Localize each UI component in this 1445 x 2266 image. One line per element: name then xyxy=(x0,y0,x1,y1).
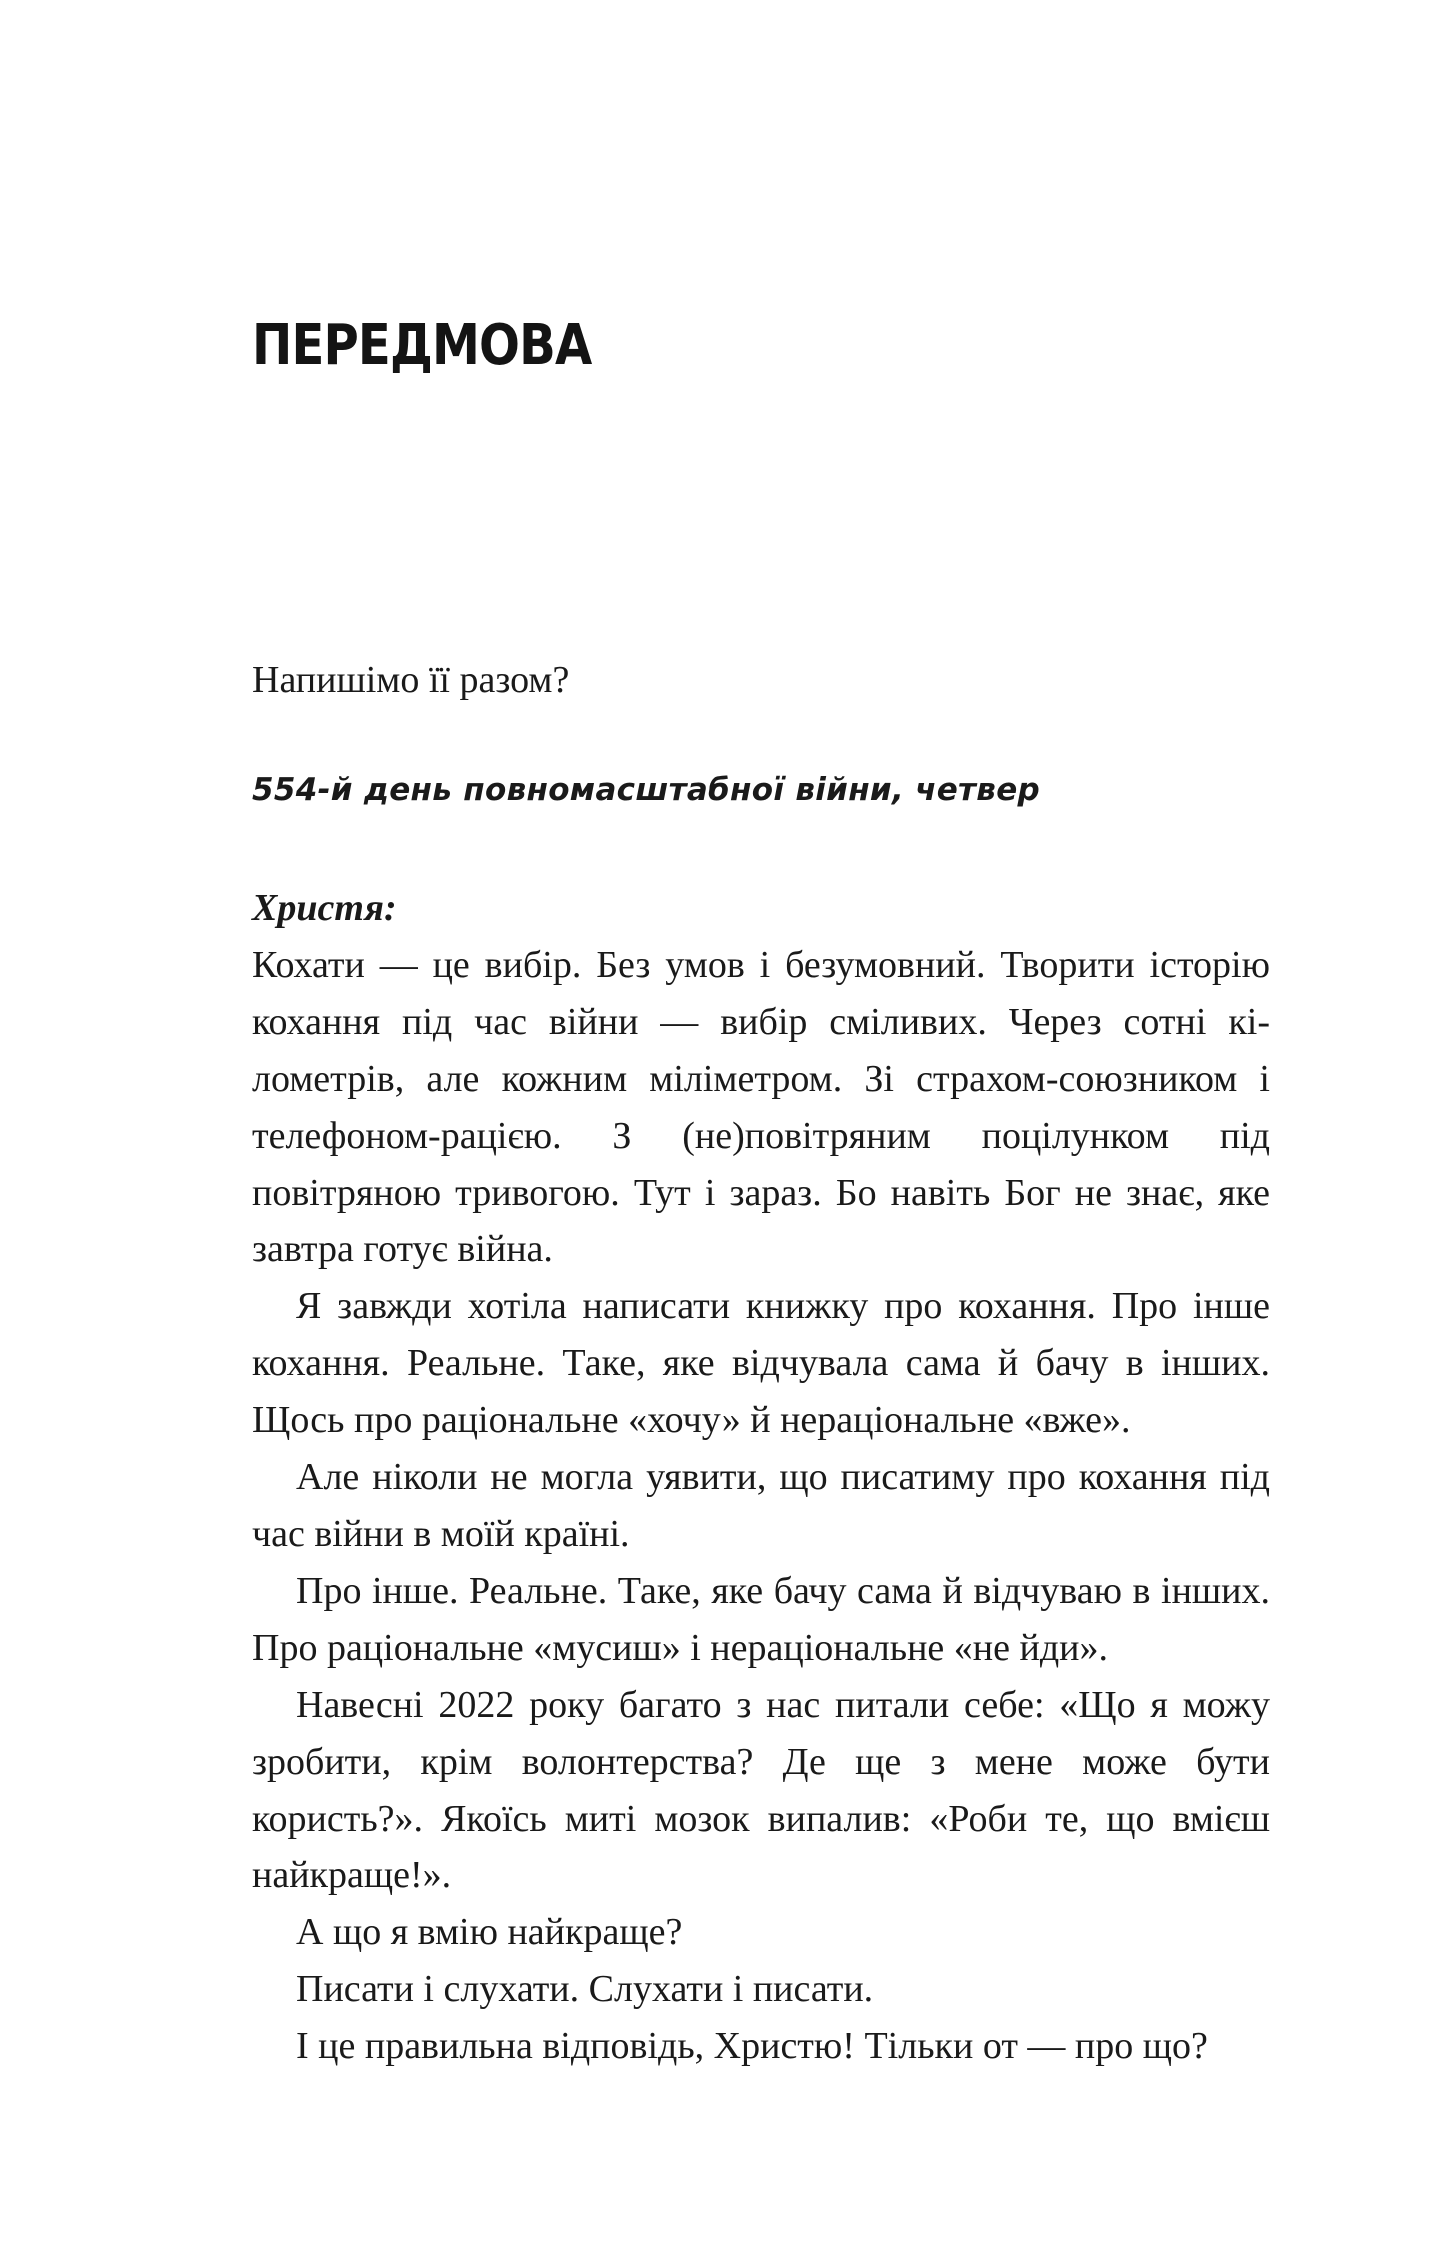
paragraph: Писати і слухати. Слухати і писати. xyxy=(296,1968,874,2011)
paragraph: А що я вмію найкраще? xyxy=(296,1911,683,1954)
chapter-title: ПЕРЕДМОВА xyxy=(252,313,592,378)
paragraph: Кохати — це вибір. Без умов і безумовний. Творити історію кохання під час війни — вибір сміливих. Через сотні кілометрів, але кожним міліметром. Зі страхом-союзником і телефоном-рацією. З (не)повітряним поцілунком під повітряною тривогою. Тут і зараз. Бо навіть Бог не знає, яке завтра готує війна. xyxy=(252,943,1270,1271)
paragraph: Навесні 2022 року багато з нас питали себе: «Що я можу зробити, крім волонтерства? Де ще з мене може бути користь?». Якоїсь миті мозок випалив: «Роби те, що вмієш найкраще!». xyxy=(252,1683,1270,1897)
paragraph: Я завжди хотіла написати книжку про кохання. Про інше кохання. Реальне. Таке, яке відчувала сама й бачу в інших. Щось про раціональне «хочу» й нераціональне «вже». xyxy=(252,1285,1270,1442)
paragraph: І це правильна відповідь, Христю! Тільки от — про що? xyxy=(296,2025,1208,2068)
paragraph: Але ніколи не могла уявити, що писатиму про кохання під час війни в моїй країні. xyxy=(252,1456,1270,1555)
intro-line: Напишімо її разом? xyxy=(252,659,570,701)
paragraph: Про інше. Реальне. Таке, яке бачу сама й відчуваю в інших. Про раціональне «мусиш» і нераціональне «не йди». xyxy=(252,1569,1270,1669)
speaker-label: Христя: xyxy=(252,887,397,929)
date-heading: 554-й день повномасштабної війни, четвер xyxy=(252,772,1041,808)
body-text xyxy=(252,880,1270,2075)
